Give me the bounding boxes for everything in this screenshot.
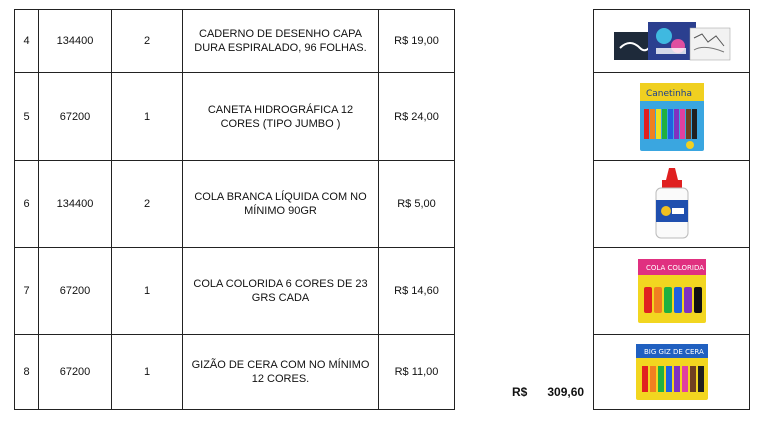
- item-price: R$ 24,00: [379, 73, 455, 161]
- item-price: R$ 19,00: [379, 10, 455, 73]
- item-price: R$ 14,60: [379, 248, 455, 335]
- item-code: 134400: [39, 161, 112, 248]
- table-row: [15, 335, 455, 410]
- item-number: 6: [15, 161, 39, 248]
- item-number: 4: [15, 10, 39, 73]
- item-quantity: 1: [112, 335, 183, 410]
- item-quantity: 2: [112, 10, 183, 73]
- item-number: 7: [15, 248, 39, 335]
- product-image-cell: [594, 161, 750, 248]
- item-description: CADERNO DE DESENHO CAPA DURA ESPIRALADO, 96 FOLHAS.: [183, 10, 379, 73]
- product-images-table: [593, 9, 750, 410]
- table-row: [15, 248, 455, 335]
- glue-box-brand: COLA COLORIDA: [645, 264, 704, 272]
- marker-pens-box-image: [632, 77, 712, 157]
- item-description: CANETA HIDROGRÁFICA 12 CORES (TIPO JUMBO ): [183, 73, 379, 161]
- item-number: 8: [15, 335, 39, 410]
- item-description: GIZÃO DE CERA COM NO MÍNIMO 12 CORES.: [183, 335, 379, 410]
- sketchbook-image: [612, 18, 732, 64]
- table-row: [15, 161, 455, 248]
- items-table: [14, 9, 455, 410]
- total-currency: R$: [512, 385, 528, 399]
- product-image-cell: [594, 10, 750, 73]
- item-description: COLA BRANCA LÍQUIDA COM NO MÍNIMO 90GR: [183, 161, 379, 248]
- item-price: R$ 5,00: [379, 161, 455, 248]
- item-quantity: 2: [112, 161, 183, 248]
- item-quantity: 1: [112, 248, 183, 335]
- table-row: [15, 73, 455, 161]
- item-code: 67200: [39, 73, 112, 161]
- total-amount: [512, 385, 584, 399]
- total-value: 309,60: [547, 385, 585, 399]
- product-image-cell: [594, 248, 750, 335]
- table-row: [15, 10, 455, 73]
- item-number: 5: [15, 73, 39, 161]
- item-code: 134400: [39, 10, 112, 73]
- item-code: 67200: [39, 335, 112, 410]
- white-glue-bottle-image: [642, 164, 702, 244]
- item-description: COLA COLORIDA 6 CORES DE 23 GRS CADA: [183, 248, 379, 335]
- crayon-box-brand: BIG GIZ DE CERA: [643, 348, 704, 356]
- colored-glue-box-image: [632, 253, 712, 329]
- product-image-cell: [594, 335, 750, 410]
- crayon-box-image: [632, 340, 712, 404]
- item-code: 67200: [39, 248, 112, 335]
- item-quantity: 1: [112, 73, 183, 161]
- item-price: R$ 11,00: [379, 335, 455, 410]
- marker-box-brand: Canetinha: [645, 88, 692, 99]
- product-image-cell: [594, 73, 750, 161]
